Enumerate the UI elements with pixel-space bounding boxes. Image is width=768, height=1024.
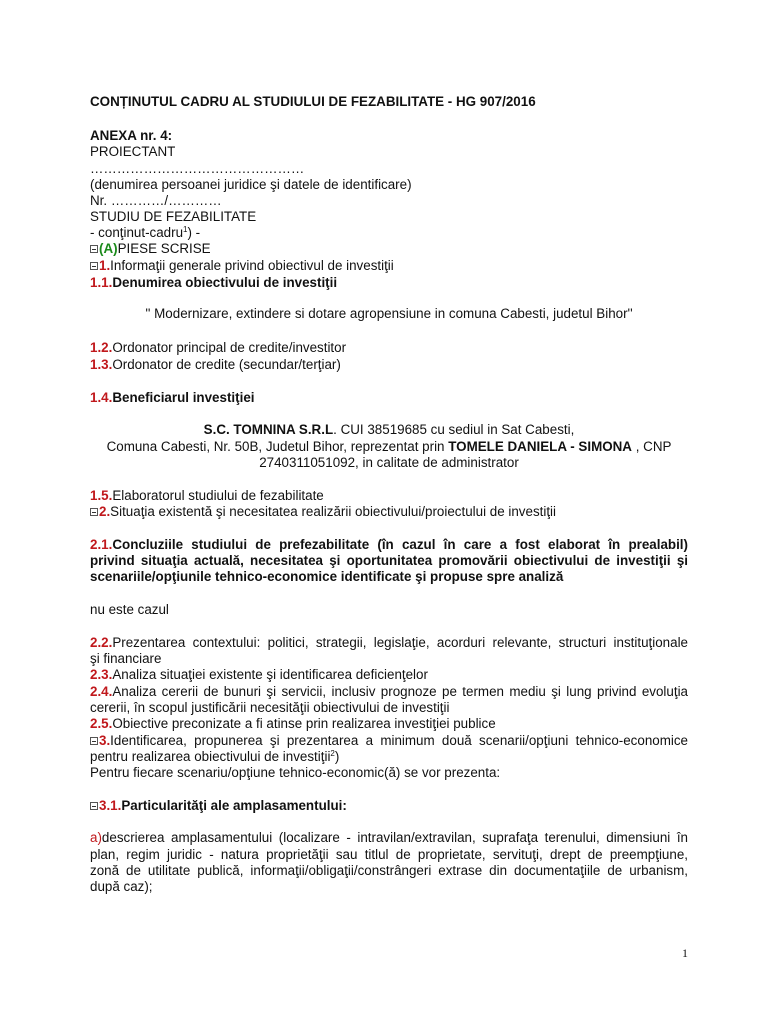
- section-2-1-line-2: privind situaţia actuală, necesitatea şi oportunitatea promovării obiectivului de investiţii şi: [90, 553, 688, 568]
- section-2-1-line-1: 2.1.Concluziile studiului de prefezabilitate (în cazul în care a fost elaborat în prealabil): [90, 537, 688, 552]
- section-1-2: 1.2.Ordonator principal de credite/investitor: [90, 340, 347, 355]
- section-1-1: 1.1.Denumirea obiectivului de investiţii: [90, 275, 338, 290]
- section-2-2-line-1: 2.2.Prezentarea contextului: politici, strategii, legislaţie, acorduri relevante, structuri instituţionale: [90, 635, 688, 650]
- section-2-1-line-3: scenariile/opţiunile tehnico-economice identificate şi propuse spre analiză: [90, 569, 564, 584]
- document-title: CONȚINUTUL CADRU AL STUDIULUI DE FEZABILITATE - HG 907/2016: [90, 94, 536, 109]
- section-1-5: 1.5.Elaboratorul studiului de fezabilitate: [90, 488, 324, 503]
- proiectant-label: PROIECTANT: [90, 144, 176, 159]
- item-a-line-3: zonă de utilitate publică, informaţii/obligaţii/constrângeri extrase din documentaţiile de urbanism,: [90, 863, 688, 878]
- collapse-toggle-icon[interactable]: [90, 245, 98, 253]
- collapse-toggle-icon[interactable]: [90, 737, 98, 745]
- nr-line: Nr. …………/…………: [90, 193, 222, 208]
- section-3-line-1[interactable]: 3.Identificarea, propunerea şi prezentarea a minimum două scenarii/opţiuni tehnico-economice: [90, 733, 688, 749]
- section-2-3: 2.3.Analiza situaţiei existente şi identificarea deficienţelor: [90, 667, 428, 682]
- section-1-4: 1.4.Beneficiarul investiţiei: [90, 390, 255, 405]
- anexa-label: ANEXA nr. 4:: [90, 128, 173, 143]
- collapse-toggle-icon[interactable]: [90, 262, 98, 270]
- nu-este-cazul: nu este cazul: [90, 602, 169, 617]
- page-number: 1: [682, 946, 688, 960]
- section-3-line-2: pentru realizarea obiectivului de investiţii$^2$): [90, 749, 340, 764]
- section-1-3: 1.3.Ordonator de credite (secundar/terţiar): [90, 357, 341, 372]
- section-2-4-line-1: 2.4.Analiza cererii de bunuri şi servicii, inclusiv prognoze pe termen mediu şi lung privind evoluţia: [90, 684, 688, 699]
- item-a-line-4: după caz);: [90, 879, 153, 894]
- collapse-toggle-icon[interactable]: [90, 508, 98, 516]
- denumire-note: (denumirea persoanei juridice şi datele de identificare): [90, 177, 412, 192]
- dots-line: …………………………………………: [90, 161, 305, 176]
- beneficiary-line-3: 2740311051092, in calitate de administrator: [259, 455, 519, 470]
- collapse-toggle-icon[interactable]: [90, 802, 98, 810]
- beneficiary-line-1: S.C. TOMNINA S.R.L. CUI 38519685 cu sediul in Sat Cabesti,: [203, 422, 575, 437]
- section-1[interactable]: 1.Informaţii generale privind obiectivul de investiţii: [90, 258, 394, 274]
- continut-label: - conţinut-cadru$^1$) -: [90, 225, 201, 240]
- section-a[interactable]: (A)PIESE SCRISE: [90, 241, 211, 257]
- project-name: '' Modernizare, extindere si dotare agropensiune in comuna Cabesti, judetul Bihor'': [145, 306, 633, 321]
- item-a-line-1: a)descrierea amplasamentului (localizare - intravilan/extravilan, suprafaţa terenului, dimensiuni în: [90, 830, 688, 845]
- section-2-5: 2.5.Obiective preconizate a fi atinse prin realizarea investiţiei publice: [90, 716, 496, 731]
- item-a-line-2: plan, regim juridic - natura proprietăţii sau titlul de proprietate, servituţi, drept de preempţiune,: [90, 847, 688, 862]
- beneficiary-line-2: Comuna Cabesti, Nr. 50B, Judetul Bihor, reprezentat prin TOMELE DANIELA - SIMONA , CNP: [106, 439, 672, 454]
- section-2[interactable]: 2.Situaţia existentă şi necesitatea realizării obiectivului/proiectului de investiţii: [90, 504, 556, 520]
- section-2-4-line-2: cererii, în scopul justificării necesităţii obiectivului de investiţii: [90, 700, 450, 715]
- section-2-2-line-2: şi financiare: [90, 651, 162, 666]
- studiu-label: STUDIU DE FEZABILITATE: [90, 209, 257, 224]
- section-3-line-3: Pentru fiecare scenariu/opţiune tehnico-economic(ă) se vor prezenta:: [90, 765, 501, 780]
- section-3-1[interactable]: 3.1.Particularităţi ale amplasamentului:: [90, 798, 347, 814]
